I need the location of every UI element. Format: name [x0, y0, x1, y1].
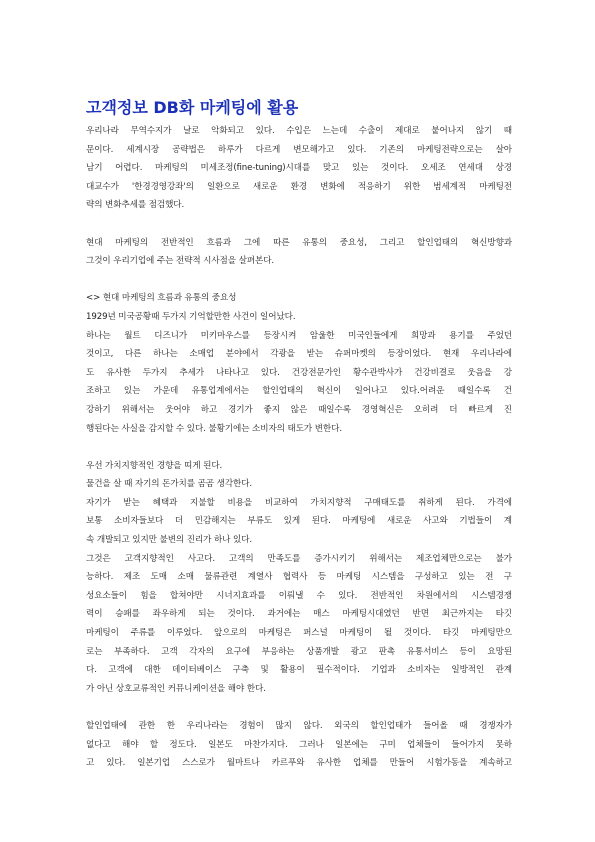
text-line: 우리나라 무역수지가 날로 악화되고 있다. 수입은 느는데 수출이 제대로 붙어나지 않기 때	[86, 126, 512, 136]
text-line: 조하고 있는 가운데 유통업계에서는 할인업태의 혁신이 일어나고 있다.어려운 때일수록 건	[86, 386, 512, 397]
text-line: 그것은 고객지향적인 사고다. 고객의 만족도를 증가시키기 위해서는 제조업체만으로는 불가	[86, 553, 512, 564]
text-line: 고 있다. 일본기업 스스로가 월마트나 카르푸와 유사한 업체를 만들어 시험가동을 계속하고	[86, 758, 512, 769]
text-line: 략의 변화추세를 점검했다.	[86, 200, 185, 211]
article-body	[86, 98, 512, 773]
paragraph-discount	[86, 717, 512, 773]
text-line: 능하다. 제조 도매 소매 물류관련 계열사 협력사 등 마케팅 시스템을 구성하고 있는 전 구	[86, 572, 512, 583]
text-line: 할인업태에 관한 한 우리나라는 경험이 많지 않다. 외국의 할인업태가 들어올 때 경쟁자가	[86, 721, 512, 731]
text-line: 성요소들이 힘을 합쳐야만 시너지효과를 이뤄낼 수 있다. 전반적인 차원에서의 시스템경쟁	[86, 590, 512, 601]
text-line: 1929년 미국공황때 두가지 기억할만한 사건이 일어났다.	[86, 311, 296, 322]
section-heading: <> 현대 마케팅의 흐름과 유통의 중요성	[86, 293, 237, 304]
text-line: 것이고, 다른 하나는 소매업 분야에서 각광을 받는 슈퍼마켓의 등장이었다. 현재 우리나라에	[86, 349, 512, 360]
text-line: 그것이 우리기업에 주는 전략적 시사점을 살펴본다.	[86, 256, 275, 267]
text-line: 보통 소비자들보다 더 민감해지는 부류도 있게 된다. 마케팅에 새로운 사고와 기법들이 계	[86, 516, 512, 527]
text-line: 도 유사한 두가지 추세가 나타나고 있다. 건강전문가인 황수관박사가 건강비결로 웃음을 강	[86, 367, 512, 378]
paragraph-gap	[86, 271, 512, 290]
text-line: 우선 가치지향적인 경향을 띠게 된다.	[86, 460, 223, 471]
text-line: 력이 승패를 좌우하게 되는 것이다. 과거에는 매스 마케팅시대였던 반면 최근까지는 타깃	[86, 609, 512, 620]
paragraph-gap	[86, 215, 512, 234]
text-line: 문이다. 세계시장 공략법은 하루가 다르게 변모해가고 있다. 기존의 마케팅전략으로는 살아	[86, 144, 512, 155]
text-line: 행된다는 사실을 감지할 수 있다. 불황기에는 소비자의 태도가 변한다.	[86, 423, 342, 434]
paragraph-overview	[86, 234, 512, 271]
paragraph-history	[86, 289, 512, 438]
paragraph-intro	[86, 122, 512, 215]
text-line: 현대 마케팅의 전반적인 흐름과 그에 따른 유통의 중요성, 그리고 할인업태의 혁신방향과	[86, 237, 512, 248]
text-line: 남기 어렵다. 마케팅의 미세조정(fine-tuning)시대를 맞고 있는 것이다. 오세조 연세대 상경	[86, 163, 512, 174]
text-line: 속 개발되고 있지만 불변의 진리가 하나 있다.	[86, 535, 253, 546]
text-line: 물건을 살 때 자기의 돈가치를 곰곰 생각한다.	[86, 479, 253, 490]
text-line: 하나는 월트 디즈니가 미키마우스를 등장시켜 암울한 미국인들에게 희망과 용기를 주었던	[86, 330, 512, 341]
paragraph-consumer	[86, 457, 512, 699]
article-title: 고객정보 DB화 마케팅에 활용	[86, 98, 299, 117]
paragraph-gap	[86, 438, 512, 457]
text-line: 자기가 받는 혜택과 지불할 비용을 비교하여 가치지향적 구매태도를 취하게 된다. 가격에	[86, 497, 512, 508]
text-line: 대교수가 '한경경영강좌'의 일환으로 새로운 환경 변화에 적응하기 위한 범세계적 마케팅전	[86, 181, 512, 192]
paragraph-gap	[86, 698, 512, 717]
text-line: 다. 고객에 대한 데이터베이스 구축 및 활용이 필수적이다. 기업과 소비자는 일방적인 관계	[86, 665, 512, 676]
text-line: 마케팅이 주류를 이루었다. 앞으로의 마케팅은 퍼스널 마케팅이 될 것이다. 타깃 마케팅만으	[86, 628, 512, 639]
text-line: 가 아닌 상호교류적인 커뮤니케이션을 해야 한다.	[86, 683, 266, 694]
text-line: 없다고 해야 할 정도다. 일본도 마찬가지다. 그러나 일본에는 구미 업체들이 들어가지 못하	[86, 739, 512, 750]
text-line: 강하기 위해서는 웃어야 하고 경기가 좋지 않은 때일수록 경영혁신은 오히려 더 빠르게 진	[86, 404, 512, 415]
text-line: 로는 부족하다. 고객 각자의 요구에 부응하는 상품개발 광고 판촉 유통서비스 등이 요망된	[86, 646, 512, 657]
